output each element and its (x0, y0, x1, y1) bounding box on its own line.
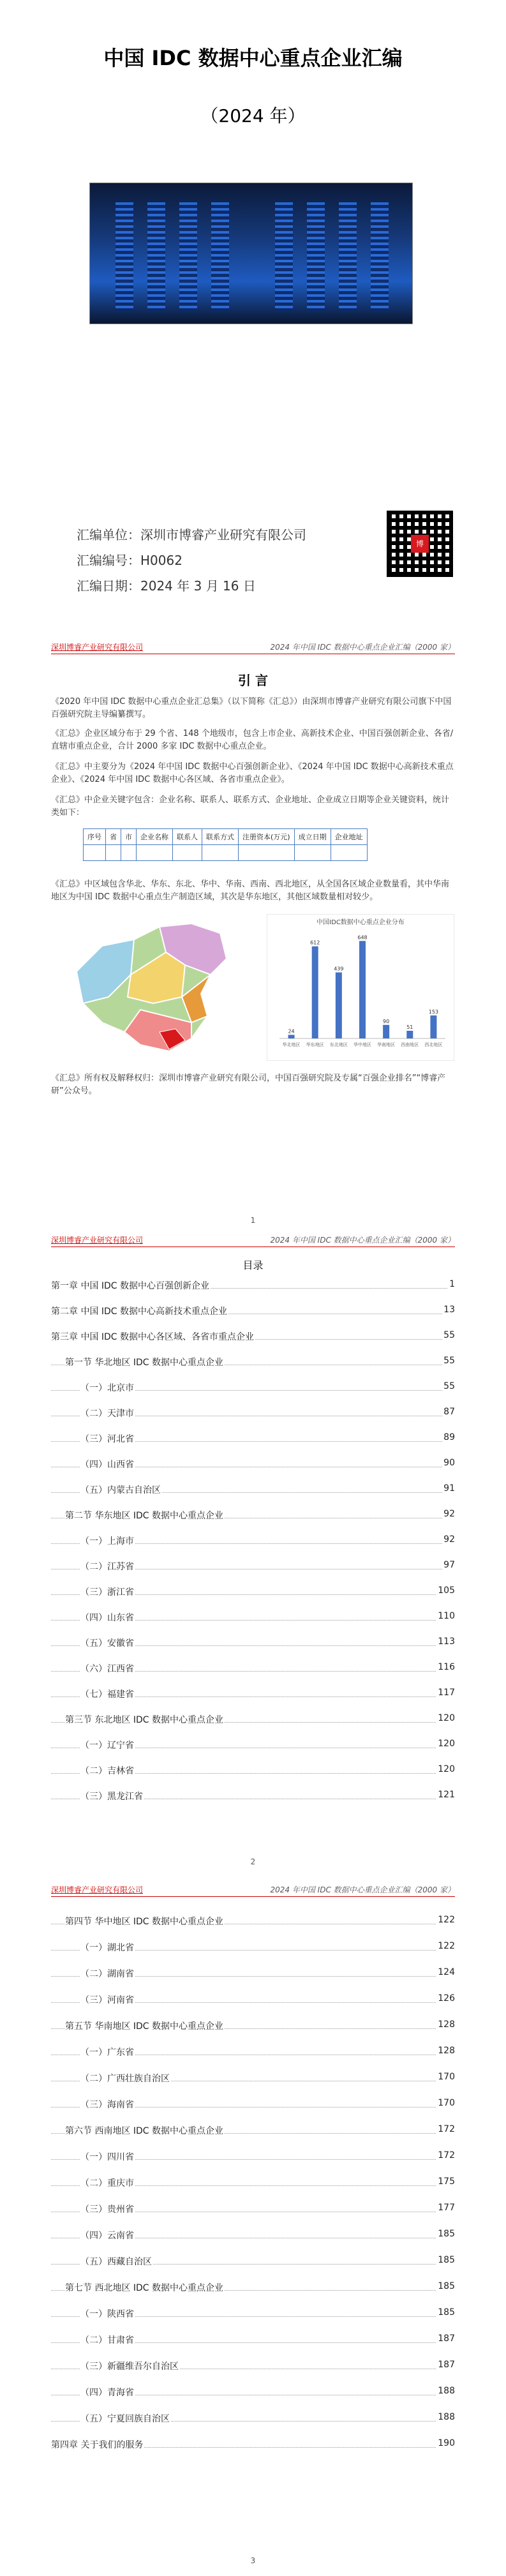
toc-entry-label: 第五节 华南地区 IDC 数据中心重点企业 (65, 2019, 225, 2032)
toc-entry-label: （一）上海市 (80, 1534, 135, 1547)
table-header-cell: 市 (121, 829, 137, 845)
chart-data-label: 90 (383, 1018, 390, 1024)
toc-entry[interactable] (51, 1967, 455, 1980)
toc-entry[interactable] (51, 1662, 455, 1675)
chart-title: 中国IDC数据中心重点企业分布 (316, 919, 405, 926)
toc-entry-page: 177 (438, 2203, 455, 2213)
toc-entry-page: 87 (443, 1407, 455, 1417)
compile-number: 汇编编号：H0062 (77, 553, 182, 568)
table-header-cell: 企业地址 (331, 829, 367, 845)
compiler-unit: 汇编单位：深圳市博睿产业研究有限公司 (77, 527, 306, 543)
toc-entry[interactable] (51, 1534, 455, 1547)
chart-bar (430, 1015, 436, 1038)
toc-entry-label: （二）天津市 (80, 1407, 135, 1419)
intro-paragraph: 《2020 年中国 IDC 数据中心重点企业汇总集》（以下简称《汇总》）由深圳市博睿产业研究有限公司旗下中国百强研究院主导编纂撰写。 (51, 697, 452, 719)
toc-entry-page: 122 (438, 1941, 455, 1951)
toc-entry-page: 89 (443, 1432, 455, 1442)
chart-bar (336, 973, 342, 1038)
toc-entry-page: 90 (443, 1458, 455, 1468)
header-doc-title: 2024 年中国 IDC 数据中心重点企业汇编（2000 家） (270, 1885, 455, 1894)
toc-entry[interactable] (51, 2412, 455, 2425)
toc-entry-page: 92 (443, 1534, 455, 1545)
toc-entry-label: （一）湖北省 (80, 1941, 135, 1954)
intro-paragraph: 《汇总》企业区域分布于 29 个省、148 个地级市，包含上市企业、高新技术企业、中国百强创新企业、各省/直辖市重点企业，合计 2000 多家 IDC 数据中心重点企业。 (51, 729, 454, 751)
toc-entry[interactable] (51, 1509, 455, 1522)
toc-entry-label: 第三节 东北地区 IDC 数据中心重点企业 (65, 1713, 225, 1726)
toc-entry-label: （六）江西省 (80, 1662, 135, 1675)
toc-entry-page: 185 (438, 2229, 455, 2239)
toc-entry-page: 120 (438, 1713, 455, 1723)
toc-entry-page: 105 (438, 1585, 455, 1596)
page-header (51, 1885, 455, 1897)
page-header (51, 642, 455, 654)
toc-entry[interactable] (51, 1279, 455, 1292)
toc-entry-page: 172 (438, 2124, 455, 2134)
toc-entry-label: （一）辽宁省 (80, 1739, 135, 1751)
toc-entry-page: 121 (438, 1790, 455, 1800)
intro-paragraph: 《汇总》中企业关键字包含：企业名称、联系人、联系方式、企业地址、企业成立日期等企业关键资料，统计类如下： (51, 795, 450, 818)
header-doc-title: 2024 年中国 IDC 数据中心重点企业汇编（2000 家） (270, 1236, 455, 1245)
toc-entry-page: 128 (438, 2019, 455, 2030)
chart-bar (312, 947, 318, 1038)
chart-category-label: 华中地区 (353, 1042, 371, 1047)
toc-entry-label: （二）吉林省 (80, 1764, 135, 1777)
toc-entry-label: 第一章 中国 IDC 数据中心百强创新企业 (51, 1279, 211, 1292)
toc-entry[interactable] (51, 2176, 455, 2189)
toc-entry[interactable] (51, 1356, 455, 1368)
toc-heading: 目录 (242, 1259, 264, 1271)
page-number: 2 (250, 1857, 256, 1866)
chart-data-label: 439 (334, 966, 344, 972)
chart-category-label: 华南地区 (377, 1042, 396, 1047)
toc-entry-label: 第二章 中国 IDC 数据中心高新技术重点企业 (51, 1305, 228, 1317)
toc-entry-page: 170 (438, 2098, 455, 2108)
toc-entry-page: 185 (438, 2255, 455, 2265)
fields-table (83, 828, 368, 861)
chart-category-label: 华东地区 (306, 1042, 324, 1047)
toc-entry[interactable] (51, 1636, 455, 1649)
toc-entry-page: 188 (438, 2412, 455, 2422)
table-header-cell: 注册资本(万元) (239, 829, 295, 845)
toc-entry-page: 1 (449, 1279, 455, 1289)
toc-entry-label: （三）贵州省 (80, 2203, 135, 2215)
toc-entry-page: 124 (438, 1967, 455, 1977)
toc-entry-label: （五）西藏自治区 (80, 2255, 153, 2268)
toc-entry-label: （一）陕西省 (80, 2307, 135, 2320)
toc-entry[interactable] (51, 1483, 455, 1496)
toc-entry-label: （一）四川省 (80, 2150, 135, 2163)
toc-entry-page: 122 (438, 1915, 455, 1925)
toc-entry[interactable] (51, 1381, 455, 1394)
toc-entry-label: （五）安徽省 (80, 1636, 135, 1649)
document-title: 中国 IDC 数据中心重点企业汇编 (103, 46, 403, 70)
toc-entry[interactable] (51, 1739, 455, 1751)
table-row (84, 829, 368, 845)
table-row (84, 845, 368, 861)
toc-entry-label: 第七节 西北地区 IDC 数据中心重点企业 (65, 2281, 225, 2294)
qr-code-icon: 博 (387, 511, 453, 577)
toc-entry-page: 185 (438, 2307, 455, 2318)
table-header-cell: 联系方式 (202, 829, 239, 845)
intro-paragraph: 《汇总》中区域包含华北、华东、东北、华中、华南、西南、西北地区，从全国各区域企业数量看，其中华南地区为中国 IDC 数据中心重点生产制造区域，其次是华东地区，其他区域数量相对较少。 (51, 880, 450, 902)
toc-entry[interactable] (51, 2386, 455, 2399)
toc-entry-page: 190 (438, 2438, 455, 2448)
intro-heading: 引 言 (238, 673, 268, 688)
toc-entry[interactable] (51, 1993, 455, 2006)
toc-entry[interactable] (51, 2150, 455, 2163)
chart-category-label: 东北地区 (329, 1042, 348, 1047)
chart-bar (406, 1031, 413, 1038)
toc-entry-label: （三）黑龙江省 (80, 1790, 144, 1802)
toc-entry-label: （四）山东省 (80, 1611, 135, 1624)
toc-entry-page: 97 (443, 1560, 455, 1570)
chart-data-label: 51 (406, 1024, 413, 1030)
toc-entry[interactable] (51, 1560, 455, 1573)
toc-entry-page: 91 (443, 1483, 455, 1494)
toc-entry-label: 第四章 关于我们的服务 (51, 2438, 144, 2451)
toc-entry-label: 第六节 西南地区 IDC 数据中心重点企业 (65, 2124, 225, 2137)
page-number: 1 (250, 1216, 256, 1225)
toc-entry[interactable] (51, 1432, 455, 1445)
toc-entry-page: 188 (438, 2386, 455, 2396)
toc-entry-label: （一）北京市 (80, 1381, 135, 1394)
toc-entry-page: 117 (438, 1688, 455, 1698)
toc-entry[interactable] (51, 2203, 455, 2215)
chart-data-label: 24 (288, 1028, 295, 1035)
toc-entry[interactable] (51, 1407, 455, 1419)
compile-date: 汇编日期：2024 年 3 月 16 日 (77, 578, 256, 594)
intro-paragraph: 《汇总》所有权及解释权归：深圳市博睿产业研究有限公司，中国百强研究院及专属“百强企业排名”“博睿产研”公众号。 (51, 1074, 446, 1096)
toc-entry[interactable] (51, 1585, 455, 1598)
toc-entry[interactable] (51, 2229, 455, 2242)
toc-entry[interactable] (51, 1305, 455, 1317)
toc-entry-label: （二）江苏省 (80, 1560, 135, 1573)
toc-entry[interactable] (51, 1330, 455, 1343)
toc-entry-label: （七）福建省 (80, 1688, 135, 1700)
header-company[interactable]: 深圳博睿产业研究有限公司 (51, 1885, 144, 1894)
cover-image (89, 183, 413, 324)
toc-entry-label: 第二节 华东地区 IDC 数据中心重点企业 (65, 1509, 225, 1522)
toc-entry-label: （二）广西壮族自治区 (80, 2072, 171, 2085)
toc-entry-page: 187 (438, 2333, 455, 2344)
china-map-image (64, 914, 236, 1061)
toc-entry-page: 55 (443, 1330, 455, 1340)
toc-entry[interactable] (51, 1915, 455, 1928)
toc-entry-label: （二）重庆市 (80, 2176, 135, 2189)
chart-data-label: 648 (357, 934, 368, 941)
toc-entry-page: 55 (443, 1356, 455, 1366)
toc-entry[interactable] (51, 1941, 455, 1954)
toc-entry[interactable] (51, 2019, 455, 2032)
toc-entry[interactable] (51, 1458, 455, 1471)
toc-entry-label: 第一节 华北地区 IDC 数据中心重点企业 (65, 1356, 225, 1368)
toc-entry-label: （四）青海省 (80, 2386, 135, 2399)
toc-entry-label: （二）甘肃省 (80, 2333, 135, 2346)
toc-entry-label: （三）浙江省 (80, 1585, 135, 1598)
toc-entry-page: 185 (438, 2281, 455, 2291)
toc-entry[interactable] (51, 1611, 455, 1624)
header-doc-title: 2024 年中国 IDC 数据中心重点企业汇编（2000 家） (270, 643, 455, 652)
toc-entry[interactable] (51, 1713, 455, 1726)
toc-entry[interactable] (51, 2046, 455, 2058)
toc-entry[interactable] (51, 2098, 455, 2111)
chart-data-label: 153 (428, 1008, 439, 1015)
toc-entry-label: （五）宁夏回族自治区 (80, 2412, 171, 2425)
toc-entry[interactable] (51, 2072, 455, 2085)
toc-entry[interactable] (51, 2438, 455, 2451)
toc-entry[interactable] (51, 2333, 455, 2346)
chart-bar (288, 1035, 295, 1038)
toc-entry-page: 187 (438, 2360, 455, 2370)
toc-entry[interactable] (51, 2124, 455, 2137)
chart-data-label: 612 (310, 940, 320, 946)
distribution-chart (267, 914, 454, 1061)
toc-entry-page: 110 (438, 1611, 455, 1621)
table-header-cell: 省 (106, 829, 121, 845)
document-subtitle: （2024 年） (200, 105, 306, 126)
toc-entry-page: 120 (438, 1739, 455, 1749)
toc-entry-page: 55 (443, 1381, 455, 1391)
chart-category-label: 华北地区 (282, 1042, 301, 1047)
toc-entry[interactable] (51, 1764, 455, 1777)
toc-entry[interactable] (51, 2360, 455, 2372)
toc-entry[interactable] (51, 1688, 455, 1700)
toc-entry-page: 113 (438, 1636, 455, 1647)
table-header-cell: 企业名称 (137, 829, 173, 845)
chart-bar (359, 941, 366, 1038)
intro-paragraph: 《汇总》中主要分为《2024 年中国 IDC 数据中心百强创新企业》、《2024 年中国 IDC 数据中心高新技术重点企业》、《2024 年中国 IDC 数据中心各区域、各省市重点企业》。 (51, 762, 454, 784)
toc-entry[interactable] (51, 2307, 455, 2320)
toc-entry-page: 126 (438, 1993, 455, 2003)
table-header-cell: 成立日期 (294, 829, 331, 845)
page-number: 3 (250, 2556, 256, 2565)
chart-bar (383, 1025, 389, 1038)
toc-entry-label: 第三章 中国 IDC 数据中心各区域、各省市重点企业 (51, 1330, 255, 1343)
toc-entry-label: （三）新疆维吾尔自治区 (80, 2360, 180, 2372)
chart-category-label: 西南地区 (401, 1042, 419, 1047)
toc-entry[interactable] (51, 2255, 455, 2268)
toc-entry-page: 170 (438, 2072, 455, 2082)
table-of-contents (51, 1279, 455, 1815)
toc-entry-page: 128 (438, 2046, 455, 2056)
toc-entry-page: 92 (443, 1509, 455, 1519)
table-header-cell: 联系人 (173, 829, 202, 845)
table-of-contents (51, 1915, 455, 2476)
toc-entry-label: （三）河北省 (80, 1432, 135, 1445)
toc-entry-page: 13 (443, 1305, 455, 1315)
toc-entry[interactable] (51, 2281, 455, 2294)
header-company[interactable]: 深圳博睿产业研究有限公司 (51, 1236, 144, 1245)
header-company[interactable]: 深圳博睿产业研究有限公司 (51, 643, 144, 652)
toc-entry-label: （五）内蒙古自治区 (80, 1483, 162, 1496)
table-header-cell: 序号 (84, 829, 106, 845)
toc-entry-page: 116 (438, 1662, 455, 1672)
toc-entry-page: 175 (438, 2176, 455, 2187)
toc-entry-page: 120 (438, 1764, 455, 1774)
toc-entry-label: （一）广东省 (80, 2046, 135, 2058)
chart-category-label: 西北地区 (424, 1042, 443, 1047)
toc-entry-label: （二）湖南省 (80, 1967, 135, 1980)
toc-entry-label: （四）山西省 (80, 1458, 135, 1471)
toc-entry-label: 第四节 华中地区 IDC 数据中心重点企业 (65, 1915, 225, 1928)
toc-entry[interactable] (51, 1790, 455, 1802)
toc-entry-label: （三）河南省 (80, 1993, 135, 2006)
toc-entry-label: （四）云南省 (80, 2229, 135, 2242)
page-header (51, 1235, 455, 1247)
toc-entry-page: 172 (438, 2150, 455, 2160)
toc-entry-label: （三）海南省 (80, 2098, 135, 2111)
